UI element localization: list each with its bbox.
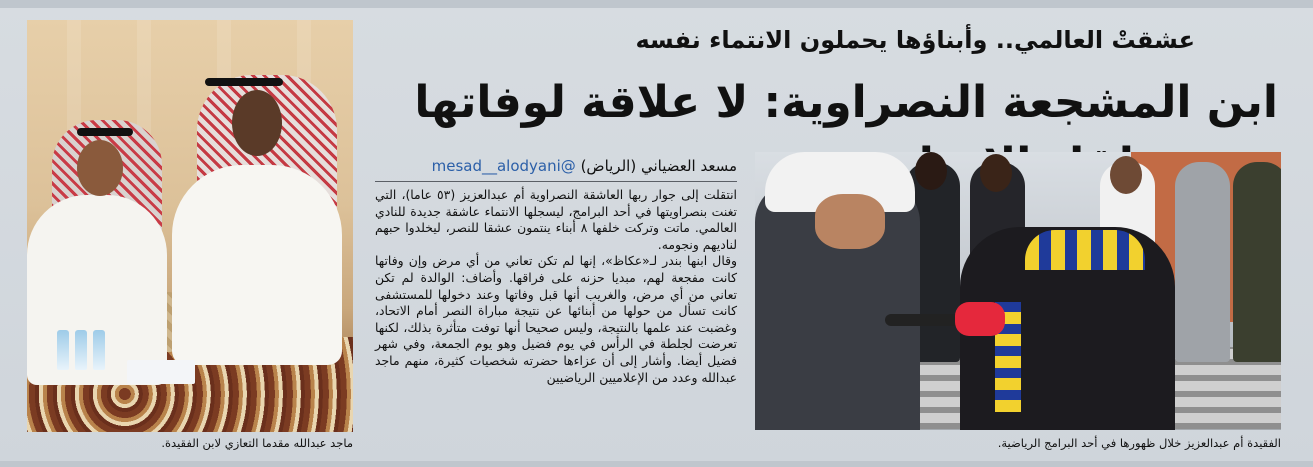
article-body: [375, 187, 737, 386]
agal: [205, 78, 283, 86]
kicker-headline: عشقتْ العالمي.. وأبناؤها يحملون الانتماء نفسه: [635, 26, 1195, 54]
page-bottom-edge: [0, 461, 1313, 467]
main-headline: ابن المشجعة النصراوية: لا علاقة لوفاتها: [414, 77, 1278, 128]
reporter-face: [815, 194, 885, 249]
background-person-face: [1110, 156, 1142, 194]
seated-man-face: [77, 140, 123, 196]
byline: [375, 157, 737, 179]
condolence-photo: [27, 20, 353, 432]
background-person-face: [915, 152, 947, 190]
water-bottle: [75, 330, 87, 370]
background-person-face: [980, 154, 1012, 192]
body-paragraph: انتقلت إلى جوار ربها العاشقة النصراوية أم عبدالعزيز (٥٣ عاما)، التي تغنت بنصراويتها في أحد البرامج، ليسجلها الانتماء عاشقة جديدة للنادي العالمي. ماتت وتركت خلفها ٨ أبناء ينتمون عشقا للنصر، ليخلدوا حبهم لناديهم ونجومه.: [375, 187, 737, 252]
byline-author: مسعد العضياني (الرياض): [580, 157, 737, 175]
tissue-box: [127, 360, 195, 384]
water-bottle: [57, 330, 69, 370]
byline-divider: [375, 181, 737, 182]
kneeling-man-thobe: [172, 165, 342, 365]
water-bottle: [93, 330, 105, 370]
body-paragraph: وقال ابنها بندر لـ«عكاظ»، إنها لم تكن تعاني من أي مرض وإن وفاتها كانت مفجعة لهم، مبديا حزنه على فراقها. وأضاف: الوالدة لم تكن تعاني من أي مرض، والغريب أنها قبل وفاتها وعند دخولها للمستشفى كانت تسأل من حولها من أبنائها عن نتيجة مباراة النصر أمام الاتحاد، وغضبت عند علمها بالنتيجة، وليس صحيحا أنها توفت متأثرة بذلك، لكنها تعرضت لجلطة في الرأس في يوم فضيل وهو يوم الجمعة، وفي شهر فضيل أيضا. وأشار إلى أن عزاءها حضرته شخصيات كثيرة، منهم ماجد عبدالله وعدد من الإعلاميين الرياضيين: [375, 253, 737, 385]
microphone-handle: [885, 314, 960, 326]
left-photo-caption: ماجد عبدالله مقدما التعازي لابن الفقيدة.: [161, 436, 353, 450]
background-person: [1233, 162, 1281, 362]
tv-program-photo: [755, 152, 1281, 430]
yellow-blue-scarf: [1025, 230, 1145, 270]
microphone-icon: [955, 302, 1005, 336]
kneeling-man-face: [232, 90, 282, 156]
right-photo-caption: الفقيدة أم عبدالعزيز خلال ظهورها في أحد البرامج الرياضية.: [997, 436, 1281, 450]
byline-handle[interactable]: @mesad__alodyani: [431, 157, 576, 175]
page-top-edge: [0, 0, 1313, 8]
background-person: [1175, 162, 1230, 362]
agal: [77, 128, 133, 136]
